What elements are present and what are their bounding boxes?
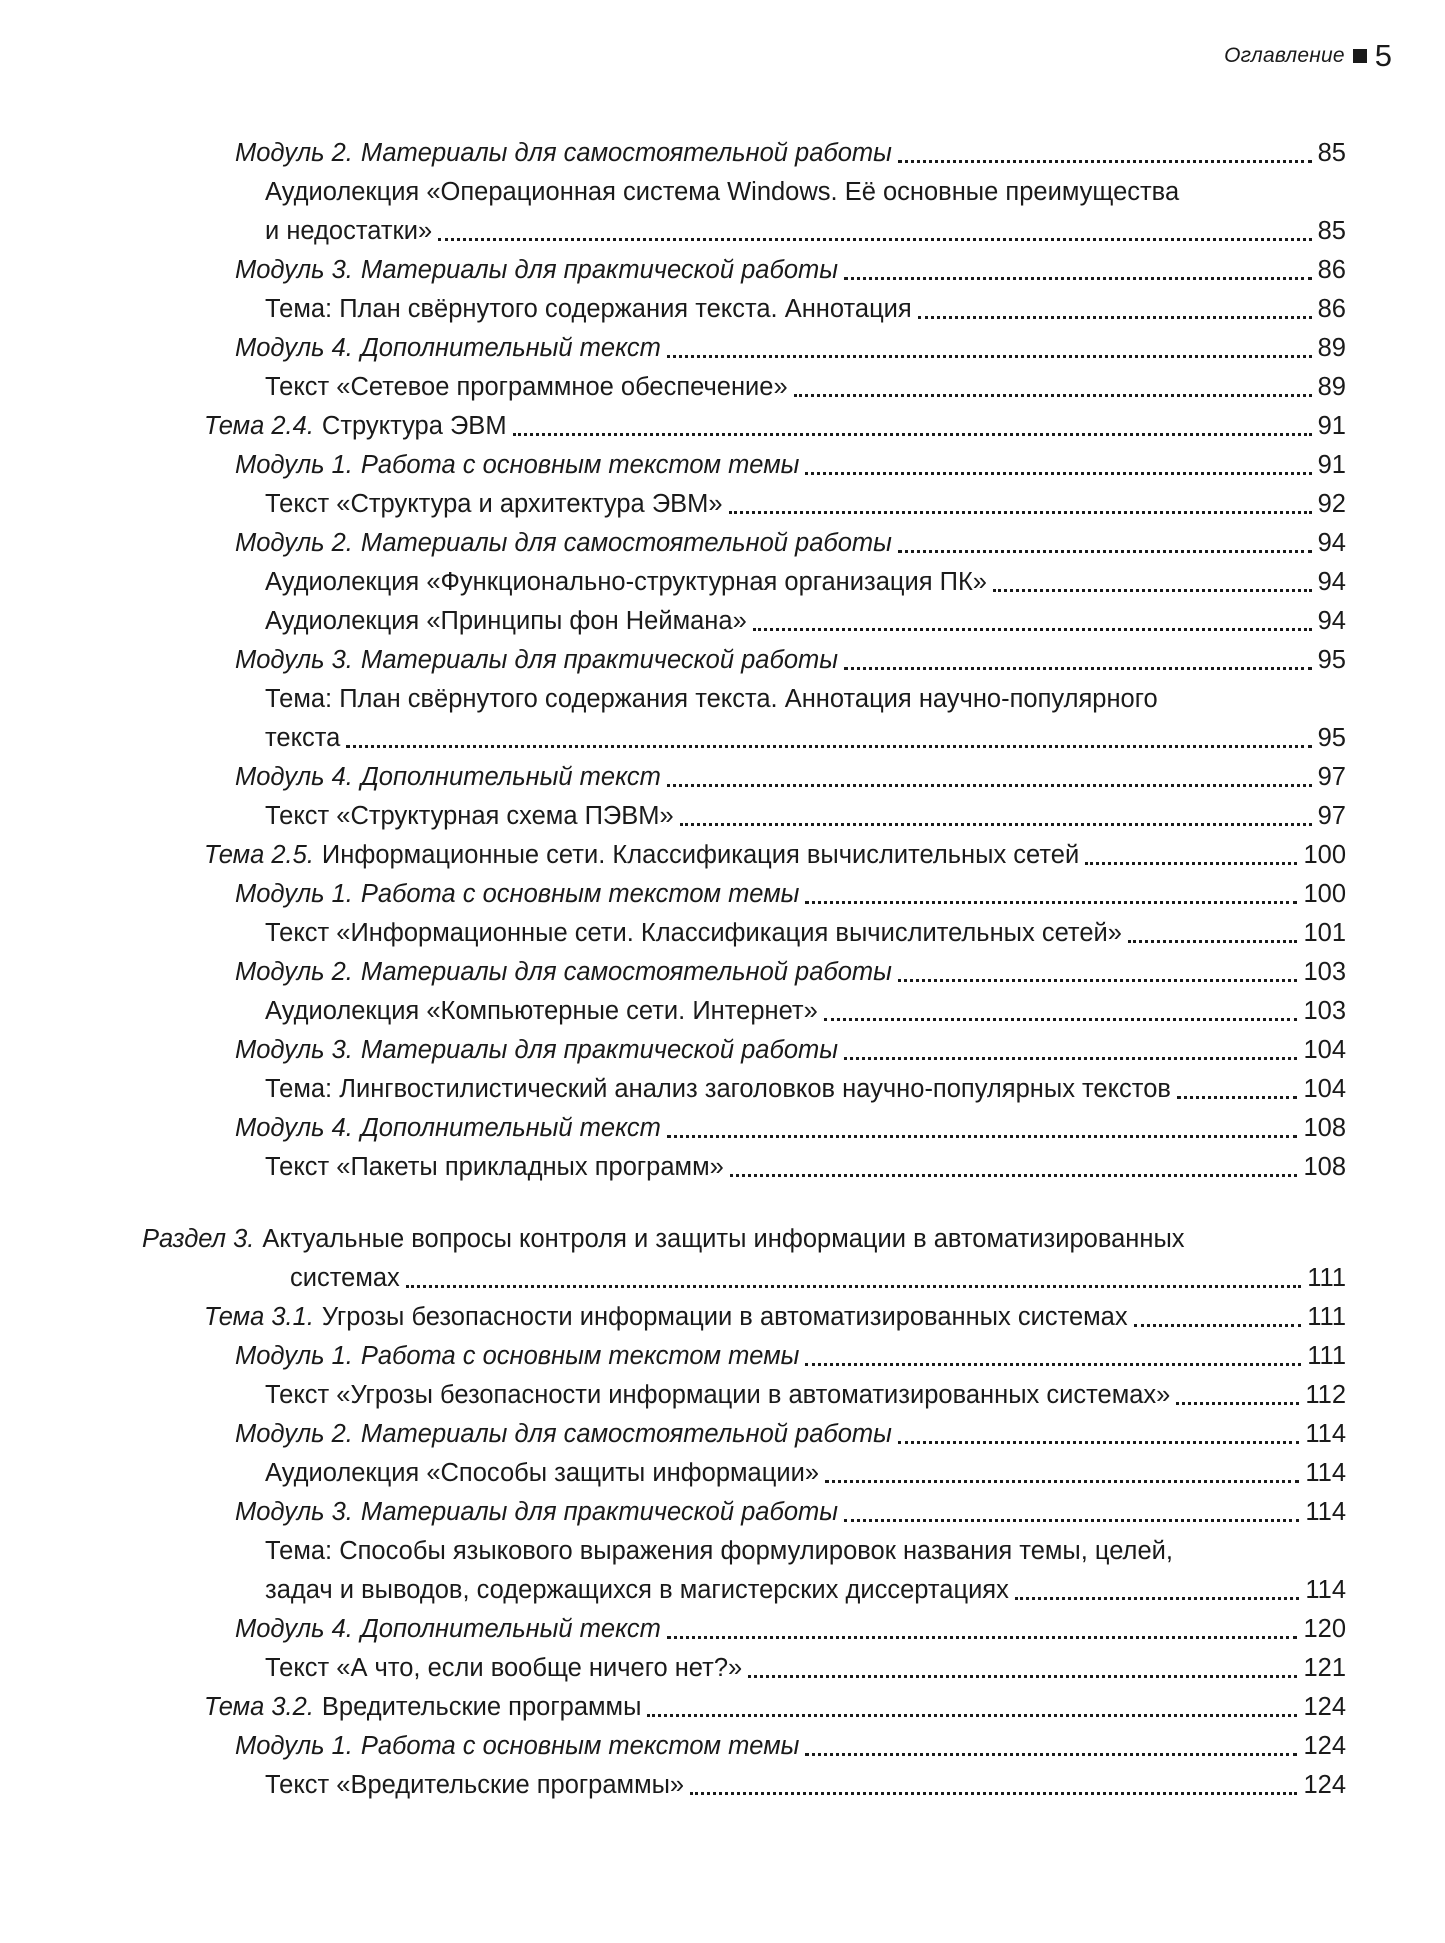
toc-entry-page: 114 (1305, 1498, 1346, 1526)
toc-entry-text: текста (265, 724, 341, 752)
toc-entry-label: Тема 3.1. (204, 1303, 314, 1331)
toc-entry-text: Дополнительный текст (360, 334, 661, 362)
toc-entry-title (235, 758, 661, 797)
toc-entry-title (290, 1259, 400, 1298)
toc-entry-text: Дополнительный текст (360, 1615, 661, 1643)
toc-entry-page: 114 (1305, 1420, 1346, 1448)
toc-entry-title (265, 1766, 684, 1805)
header-square-icon (1353, 49, 1367, 63)
toc-entry-text: Текст «Сетевое программное обеспечение» (265, 373, 788, 401)
toc-entry-title (235, 875, 799, 914)
toc-entry-text: Аудиолекция «Операционная система Windows. Её основные преимущества (265, 178, 1180, 206)
toc-entry-page: 95 (1317, 646, 1346, 674)
dot-leader (844, 276, 1312, 280)
dot-leader (667, 354, 1312, 358)
toc-entry-text: и недостатки» (265, 217, 433, 245)
toc-entry[interactable] (235, 134, 1346, 173)
toc-entry-text: Информационные сети. Классификация вычислительных сетей (321, 841, 1080, 869)
toc-entry-text: Аудиолекция «Способы защиты информации» (265, 1459, 820, 1487)
toc-entry-page: 91 (1317, 412, 1346, 440)
toc-entry-title (265, 485, 723, 524)
toc-entry-text: Тема: Лингвостилистический анализ заголовков научно-популярных текстов (265, 1075, 1171, 1103)
toc-entry-title (235, 1610, 661, 1649)
toc-entry-title (204, 836, 1079, 875)
toc-entry-text: Структура ЭВМ (321, 412, 507, 440)
toc-entry[interactable] (235, 524, 1346, 563)
dot-leader (805, 471, 1311, 475)
toc-entry-label: Модуль 3. (235, 1498, 353, 1526)
toc-entry-page: 89 (1317, 373, 1346, 401)
toc-entry[interactable] (290, 1259, 1346, 1298)
dot-leader (794, 393, 1312, 397)
toc-entry-page: 108 (1303, 1153, 1346, 1181)
dot-leader (667, 1134, 1298, 1138)
toc-entry-label: Модуль 4. (235, 1615, 353, 1643)
toc-entry-label: Модуль 3. (235, 646, 353, 674)
toc-entry-title (204, 1688, 641, 1727)
toc-entry-title (235, 1031, 838, 1070)
toc-entry-text: Текст «Информационные сети. Классификация вычислительных сетей» (265, 919, 1122, 947)
toc-entry-page: 124 (1303, 1693, 1346, 1721)
toc-entry[interactable] (265, 1571, 1346, 1610)
toc-entry-page: 111 (1307, 1303, 1346, 1331)
dot-leader (513, 432, 1312, 436)
toc-entry-page: 86 (1317, 295, 1346, 323)
toc-entry-title (235, 251, 838, 290)
toc-entry-title (235, 1109, 661, 1148)
toc-entry-title (235, 1415, 892, 1454)
toc-entry[interactable] (204, 407, 1346, 446)
dot-leader (824, 1017, 1298, 1021)
dot-leader (805, 900, 1297, 904)
toc-entry[interactable] (235, 641, 1346, 680)
toc-entry-page: 91 (1317, 451, 1346, 479)
toc-entry[interactable] (235, 1031, 1346, 1070)
toc-entry-label: Модуль 4. (235, 763, 353, 791)
dot-leader (993, 588, 1312, 592)
toc-entry-page: 103 (1303, 997, 1346, 1025)
dot-leader (898, 978, 1298, 982)
running-header (1224, 40, 1392, 71)
toc-entry-title (235, 446, 799, 485)
toc-entry[interactable] (265, 290, 1346, 329)
dot-leader (1085, 861, 1297, 865)
toc-entry-label: Тема 2.4. (204, 412, 314, 440)
toc-entry-page: 85 (1317, 217, 1346, 245)
toc-entry-title (265, 1070, 1171, 1109)
toc-entry-title (265, 1537, 1173, 1565)
toc-entry-page: 104 (1303, 1036, 1346, 1064)
toc-entry[interactable] (265, 1454, 1346, 1493)
toc-entry-text: Материалы для практической работы (360, 1498, 839, 1526)
toc-entry[interactable] (235, 446, 1346, 485)
toc-entry-label: Раздел 3. (142, 1225, 255, 1253)
toc-entry-label: Модуль 2. (235, 529, 353, 557)
toc-entry-title (142, 1225, 1185, 1253)
dot-leader (753, 627, 1312, 631)
toc-entry[interactable] (235, 1337, 1346, 1376)
toc-entry-text: Материалы для практической работы (360, 256, 839, 284)
toc-entry-text: Аудиолекция «Функционально-структурная организация ПК» (265, 568, 987, 596)
toc-entry[interactable] (265, 563, 1346, 602)
toc-entry-page: 120 (1303, 1615, 1346, 1643)
toc-entry[interactable] (235, 1727, 1346, 1766)
toc-entry[interactable] (265, 1649, 1346, 1688)
toc-entry-text: Материалы для самостоятельной работы (360, 958, 892, 986)
dot-leader (805, 1362, 1301, 1366)
toc-entry[interactable] (235, 875, 1346, 914)
toc-entry[interactable] (265, 1532, 1445, 1571)
toc-entry[interactable] (265, 680, 1445, 719)
toc-entry-title (235, 329, 661, 368)
toc-entry[interactable] (265, 719, 1346, 758)
toc-entry-page: 94 (1317, 607, 1346, 635)
dot-leader (1177, 1095, 1298, 1099)
toc-entry-page: 95 (1317, 724, 1346, 752)
toc-entry-page: 103 (1303, 958, 1346, 986)
toc-entry-label: Модуль 1. (235, 1732, 353, 1760)
toc-entry-title (235, 524, 892, 563)
toc-entry[interactable] (204, 1688, 1346, 1727)
toc-entry-text: Материалы для самостоятельной работы (360, 529, 892, 557)
toc-entry-label: Модуль 4. (235, 1114, 353, 1142)
dot-leader (406, 1284, 1301, 1288)
dot-leader (844, 666, 1312, 670)
toc-entry-title (265, 992, 818, 1031)
toc-entry[interactable] (265, 368, 1346, 407)
dot-leader (667, 783, 1312, 787)
toc-entry-title (235, 1337, 799, 1376)
toc-entry-text: Угрозы безопасности информации в автоматизированных системах (321, 1303, 1128, 1331)
toc-entry-page: 121 (1303, 1654, 1346, 1682)
dot-leader (680, 822, 1312, 826)
toc-entry-text: Работа с основным текстом темы (360, 880, 800, 908)
toc-entry-text: Материалы для практической работы (360, 1036, 839, 1064)
toc-entry-text: Актуальные вопросы контроля и защиты информации в автоматизированных (262, 1225, 1185, 1253)
toc-entry-title (235, 1493, 838, 1532)
toc-entry-title (265, 719, 340, 758)
toc-entry-text: Текст «Структура и архитектура ЭВМ» (265, 490, 723, 518)
toc-entry-page: 124 (1303, 1732, 1346, 1760)
toc-entry[interactable] (235, 1493, 1346, 1532)
toc-entry[interactable] (265, 1070, 1346, 1109)
dot-leader (898, 159, 1312, 163)
dot-leader (748, 1674, 1297, 1678)
toc-entry-text: Материалы для практической работы (360, 646, 839, 674)
toc-entry-text: Текст «Вредительские программы» (265, 1771, 685, 1799)
toc-entry-page: 92 (1317, 490, 1346, 518)
dot-leader (1176, 1401, 1299, 1405)
toc-entry-text: Работа с основным текстом темы (360, 1342, 800, 1370)
dot-leader (898, 1440, 1299, 1444)
running-title: Оглавление (1224, 43, 1345, 67)
dot-leader (1134, 1323, 1302, 1327)
toc-entry-text: Аудиолекция «Компьютерные сети. Интернет» (265, 997, 818, 1025)
toc-entry-label: Модуль 3. (235, 1036, 353, 1064)
toc-entry-page: 97 (1317, 802, 1346, 830)
dot-leader (438, 237, 1312, 241)
toc-entry-title (265, 1649, 742, 1688)
toc-entry-title (265, 212, 432, 251)
toc-entry[interactable] (265, 485, 1346, 524)
toc-entry-label: Модуль 2. (235, 139, 353, 167)
dot-leader (346, 744, 1311, 748)
toc-entry-title (265, 1376, 1170, 1415)
toc-entry-text: Тема: План свёрнутого содержания текста. Аннотация (265, 295, 912, 323)
dot-leader (690, 1791, 1297, 1795)
toc-entry-text: Вредительские программы (321, 1693, 642, 1721)
toc-entry[interactable] (265, 1148, 1346, 1187)
toc-entry-text: Дополнительный текст (360, 1114, 661, 1142)
toc-entry-page: 114 (1305, 1576, 1346, 1604)
dot-leader (844, 1518, 1299, 1522)
toc-entry[interactable] (265, 992, 1346, 1031)
dot-leader (647, 1713, 1297, 1717)
toc-entry[interactable] (204, 836, 1346, 875)
toc-entry-text: Материалы для самостоятельной работы (360, 139, 892, 167)
toc-entry[interactable] (265, 173, 1445, 212)
toc-entry-text: Текст «А что, если вообще ничего нет?» (265, 1654, 743, 1682)
toc-entry-title (204, 1298, 1128, 1337)
toc-entry[interactable] (235, 251, 1346, 290)
toc-entry-title (265, 563, 987, 602)
toc-entry-label: Модуль 1. (235, 1342, 353, 1370)
toc-entry-page: 104 (1303, 1075, 1346, 1103)
toc-entry-label: Модуль 2. (235, 1420, 353, 1448)
toc-entry-page: 111 (1307, 1342, 1346, 1370)
toc-entry-title (265, 368, 788, 407)
page-number: 5 (1374, 38, 1392, 73)
toc-entry[interactable] (265, 797, 1346, 836)
toc-entry[interactable] (265, 1766, 1346, 1805)
toc-entry-title (235, 953, 892, 992)
dot-leader (1015, 1596, 1299, 1600)
toc-entry-title (265, 178, 1179, 206)
toc-entry-title (265, 290, 912, 329)
toc-entry-title (265, 602, 747, 641)
toc-entry-page: 86 (1317, 256, 1346, 284)
toc-entry[interactable] (235, 1610, 1346, 1649)
dot-leader (730, 1173, 1298, 1177)
dot-leader (667, 1635, 1298, 1639)
dot-leader (805, 1752, 1297, 1756)
toc-entry-label: Модуль 4. (235, 334, 353, 362)
toc-entry-page: 101 (1303, 919, 1346, 947)
dot-leader (918, 315, 1312, 319)
toc-entry-title (265, 797, 674, 836)
toc-entry-page: 94 (1317, 568, 1346, 596)
toc-entry-text: задач и выводов, содержащихся в магистерских диссертациях (265, 1576, 1009, 1604)
toc-entry-title (265, 685, 1158, 713)
dot-leader (844, 1056, 1297, 1060)
toc-entry-title (235, 1727, 799, 1766)
toc-entry-label: Модуль 1. (235, 451, 353, 479)
toc-entry-label: Тема 2.5. (204, 841, 314, 869)
toc-entry-title (265, 1454, 819, 1493)
toc-entry[interactable] (265, 1376, 1346, 1415)
toc-entry-page: 100 (1303, 841, 1346, 869)
toc-entry-title (235, 134, 892, 173)
toc-entry-page: 111 (1307, 1264, 1346, 1292)
dot-leader (825, 1479, 1299, 1483)
toc-entry-title (204, 407, 507, 446)
toc-entry-title (265, 1148, 724, 1187)
toc-entry-label: Модуль 3. (235, 256, 353, 284)
table-of-contents (0, 134, 1445, 1805)
toc-entry[interactable] (235, 1109, 1346, 1148)
toc-entry-label: Модуль 2. (235, 958, 353, 986)
toc-entry-text: Работа с основным текстом темы (360, 1732, 800, 1760)
toc-entry-title (265, 1571, 1009, 1610)
toc-entry[interactable] (235, 329, 1346, 368)
toc-entry-page: 112 (1305, 1381, 1346, 1409)
dot-leader (898, 549, 1312, 553)
toc-entry-text: Текст «Угрозы безопасности информации в автоматизированных системах» (265, 1381, 1171, 1409)
toc-entry-text: Текст «Пакеты прикладных программ» (265, 1153, 724, 1181)
toc-entry-page: 108 (1303, 1114, 1346, 1142)
toc-entry-page: 85 (1317, 139, 1346, 167)
toc-entry-text: Текст «Структурная схема ПЭВМ» (265, 802, 674, 830)
toc-entry-page: 100 (1303, 880, 1346, 908)
toc-entry-text: системах (290, 1264, 400, 1292)
dot-leader (729, 510, 1312, 514)
toc-entry[interactable] (265, 914, 1346, 953)
toc-entry-text: Тема: План свёрнутого содержания текста. Аннотация научно-популярного (265, 685, 1158, 713)
section-spacer (0, 1187, 1445, 1220)
toc-entry-label: Тема 3.2. (204, 1693, 314, 1721)
toc-entry-label: Модуль 1. (235, 880, 353, 908)
toc-entry-text: Тема: Способы языкового выражения формулировок названия темы, целей, (265, 1537, 1173, 1565)
toc-entry-title (235, 641, 838, 680)
toc-entry-page: 97 (1317, 763, 1346, 791)
toc-entry-text: Дополнительный текст (360, 763, 661, 791)
toc-entry-text: Материалы для самостоятельной работы (360, 1420, 892, 1448)
toc-entry[interactable] (235, 758, 1346, 797)
toc-entry-text: Аудиолекция «Принципы фон Неймана» (265, 607, 747, 635)
toc-entry-page: 124 (1303, 1771, 1346, 1799)
toc-entry[interactable] (235, 953, 1346, 992)
toc-entry-page: 94 (1317, 529, 1346, 557)
toc-entry[interactable] (265, 212, 1346, 251)
dot-leader (1128, 939, 1298, 943)
toc-entry-title (265, 914, 1122, 953)
toc-entry[interactable] (142, 1220, 1445, 1259)
toc-entry[interactable] (235, 1415, 1346, 1454)
toc-entry-text: Работа с основным текстом темы (360, 451, 800, 479)
toc-entry[interactable] (265, 602, 1346, 641)
toc-entry-page: 114 (1305, 1459, 1346, 1487)
toc-entry-page: 89 (1317, 334, 1346, 362)
toc-entry[interactable] (204, 1298, 1346, 1337)
